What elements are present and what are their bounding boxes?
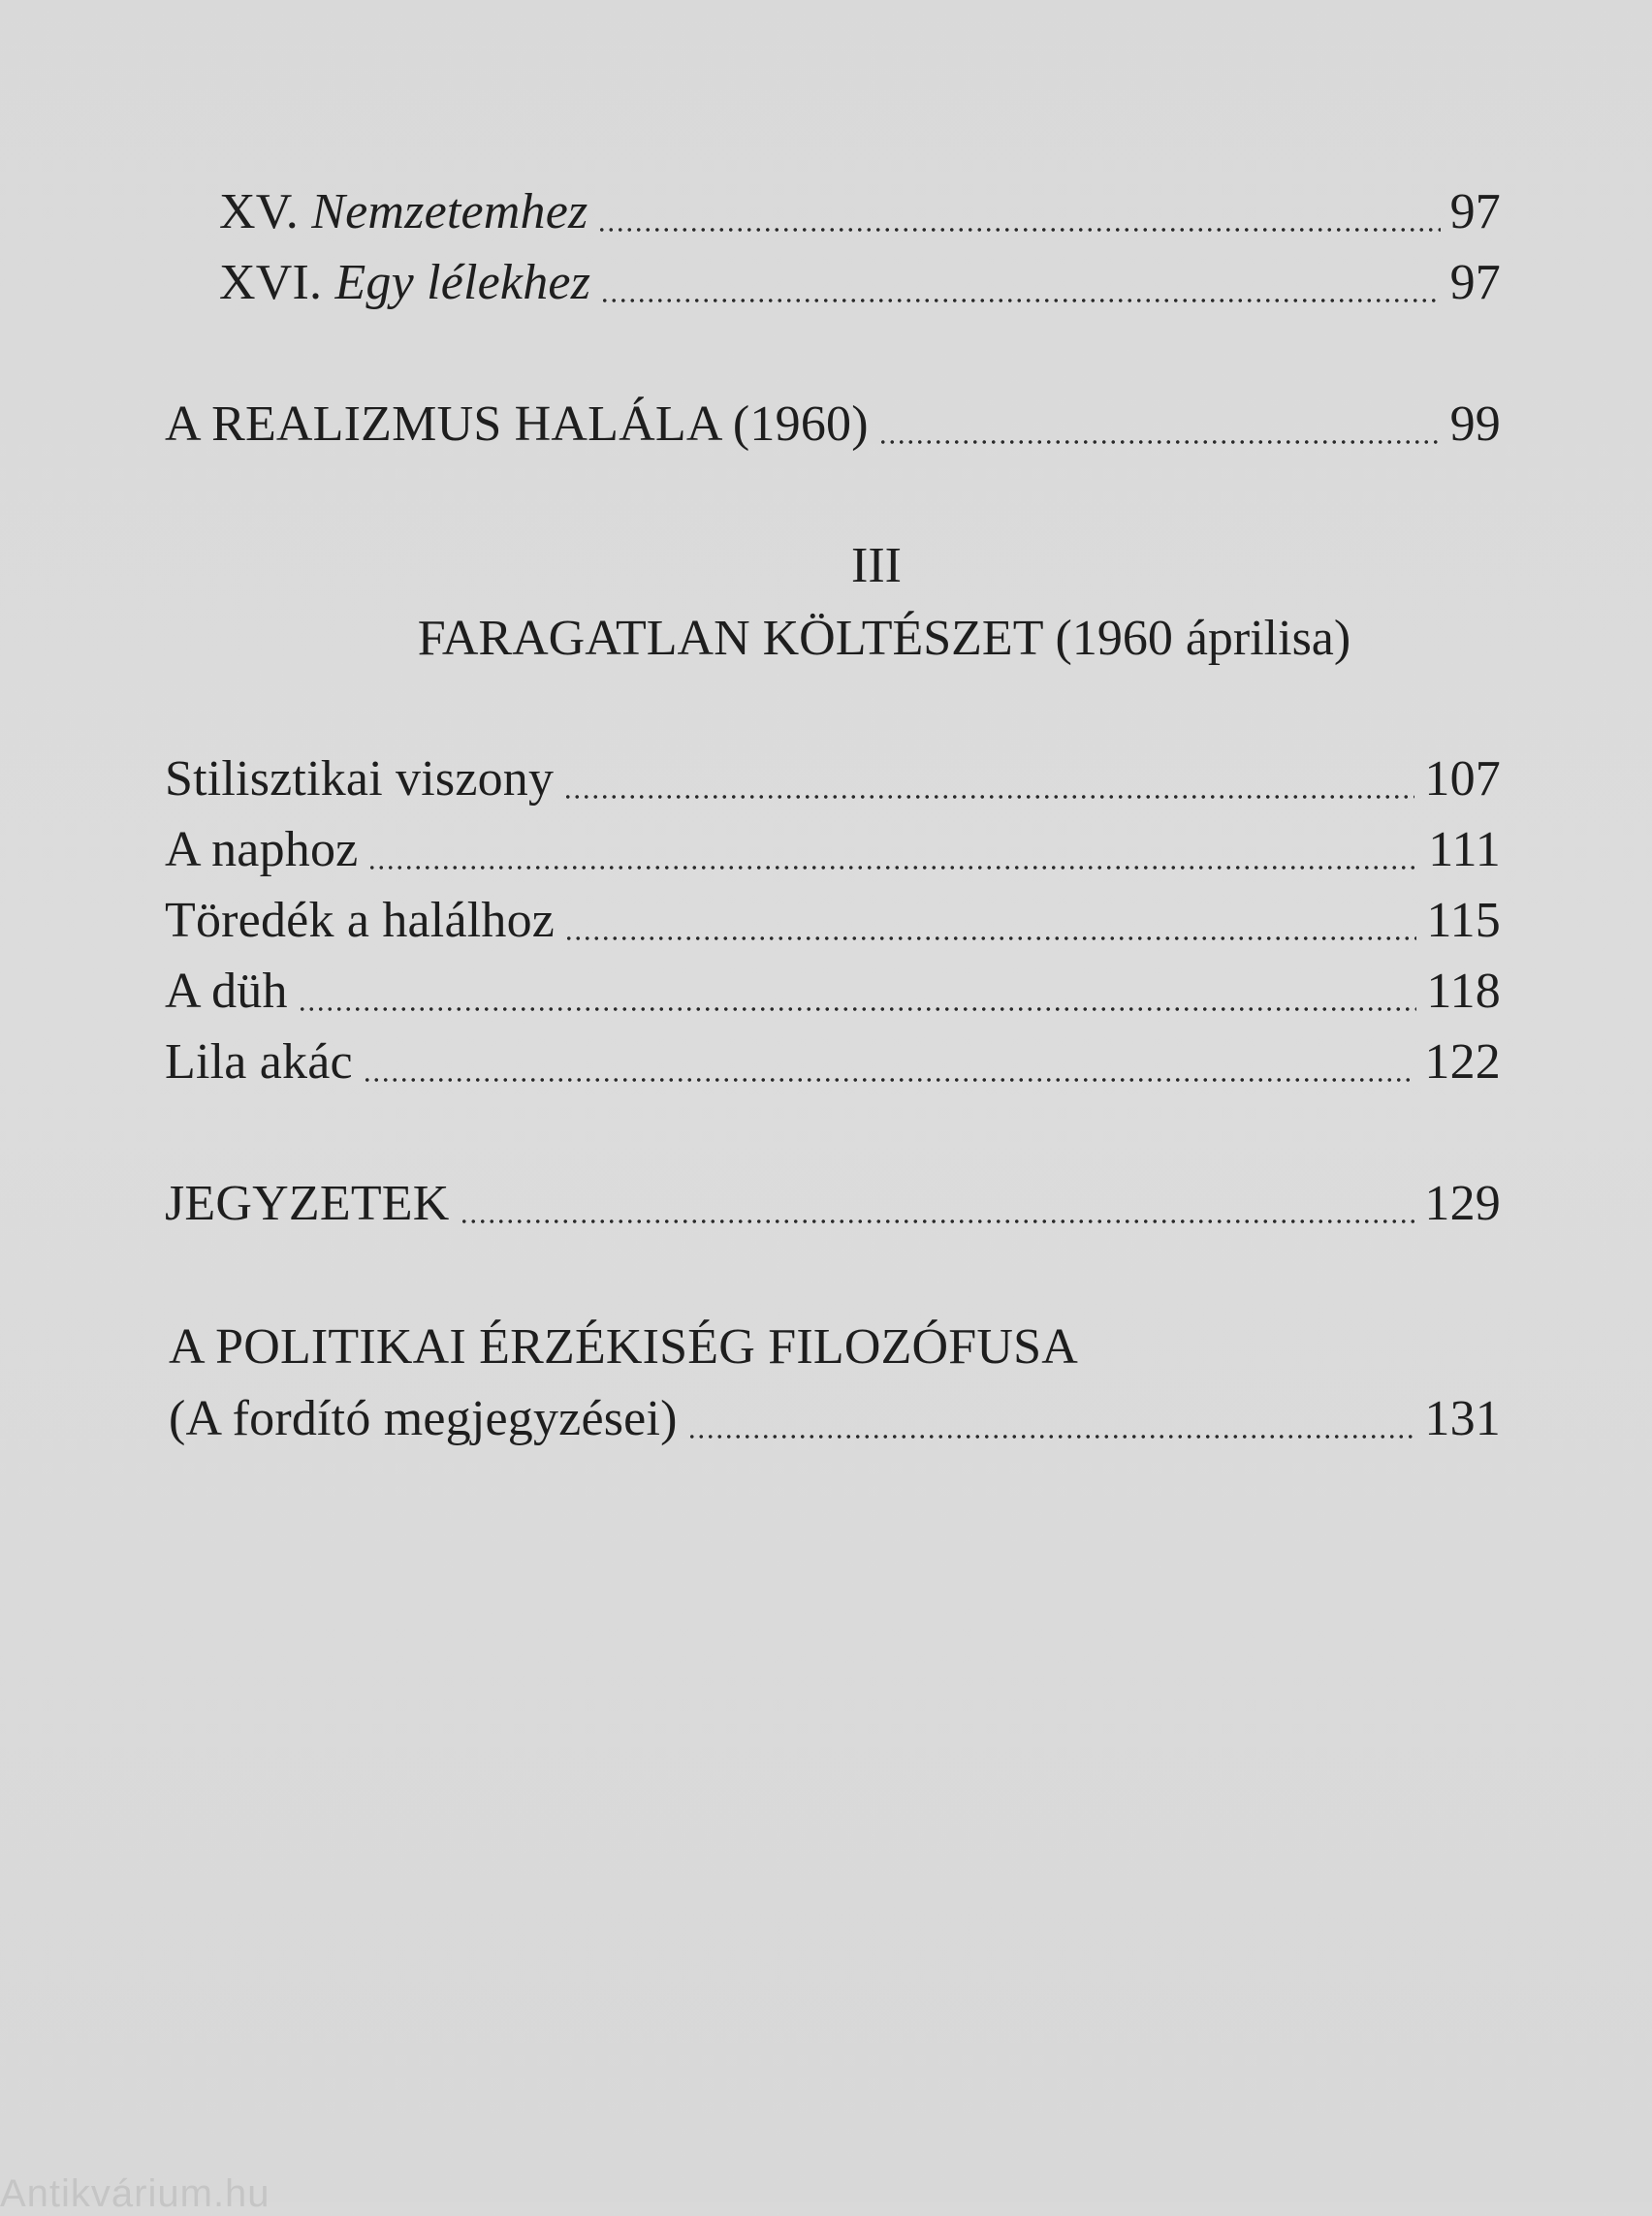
toc-entry-numeral: XVI. [219,255,323,310]
toc-page-number: 107 [1424,751,1501,807]
watermark: Antikvárium.hu [0,2172,270,2215]
part-numeral: III [851,538,902,593]
toc-page-number: 118 [1426,964,1501,1019]
toc-page-number: 99 [1449,396,1501,452]
toc-entry-title [219,184,588,239]
part-title: FARAGATLAN KÖLTÉSZET (1960 áprilisa) [417,611,1351,666]
toc-entry-subtitle: (A fordító megjegyzései) [169,1391,678,1446]
toc-entry-title: JEGYZETEK [165,1176,450,1231]
dot-leader [367,866,1418,870]
toc-entry-title: Töredék a halálhoz [165,893,556,948]
toc-entry-title: A REALIZMUS HALÁLA (1960) [165,396,869,452]
dot-leader [298,1007,1417,1011]
toc-page-number: 129 [1424,1176,1501,1231]
toc-entry-italic-title: Nemzetemhez [311,184,588,239]
toc-entry-title: Stilisztikai viszony [165,751,555,807]
toc-entry-numeral: XV. [219,184,300,239]
toc-entry-xv [219,184,1501,239]
toc-entry-realism [165,396,1501,452]
toc-entry-title [219,255,591,310]
toc-entry-translator-heading [169,1319,1501,1375]
toc-page-number: 111 [1428,822,1501,877]
toc-entry [165,822,1501,877]
toc-entry-title: A düh [165,964,288,1019]
toc-entry-italic-title: Egy lélekhez [334,255,591,310]
toc-entry [165,966,1501,1017]
toc-entry-title: A POLITIKAI ÉRZÉKISÉG FILOZÓFUSA [169,1319,1079,1375]
toc-entry-title: Lila akác [165,1034,353,1090]
toc-entry [165,893,1501,948]
dot-leader [563,795,1414,799]
dot-leader [363,1078,1415,1082]
dot-leader [878,440,1441,444]
dot-leader [564,936,1416,940]
toc-entry [165,1034,1501,1090]
toc-page-number: 97 [1449,184,1501,239]
toc-entry-title: A naphoz [165,822,359,877]
dot-leader [600,299,1440,302]
dot-leader [460,1219,1415,1223]
toc-entry-translator [169,1391,1501,1446]
toc-entry-notes [165,1176,1501,1231]
toc-page-number: 97 [1449,255,1501,310]
toc-page-number: 131 [1424,1391,1501,1446]
toc-entry [165,751,1501,807]
toc-entry-xvi [219,255,1501,310]
toc-page-number: 115 [1426,893,1501,948]
dot-leader [597,228,1440,232]
dot-leader [687,1435,1415,1439]
toc-page-number: 122 [1424,1034,1501,1090]
